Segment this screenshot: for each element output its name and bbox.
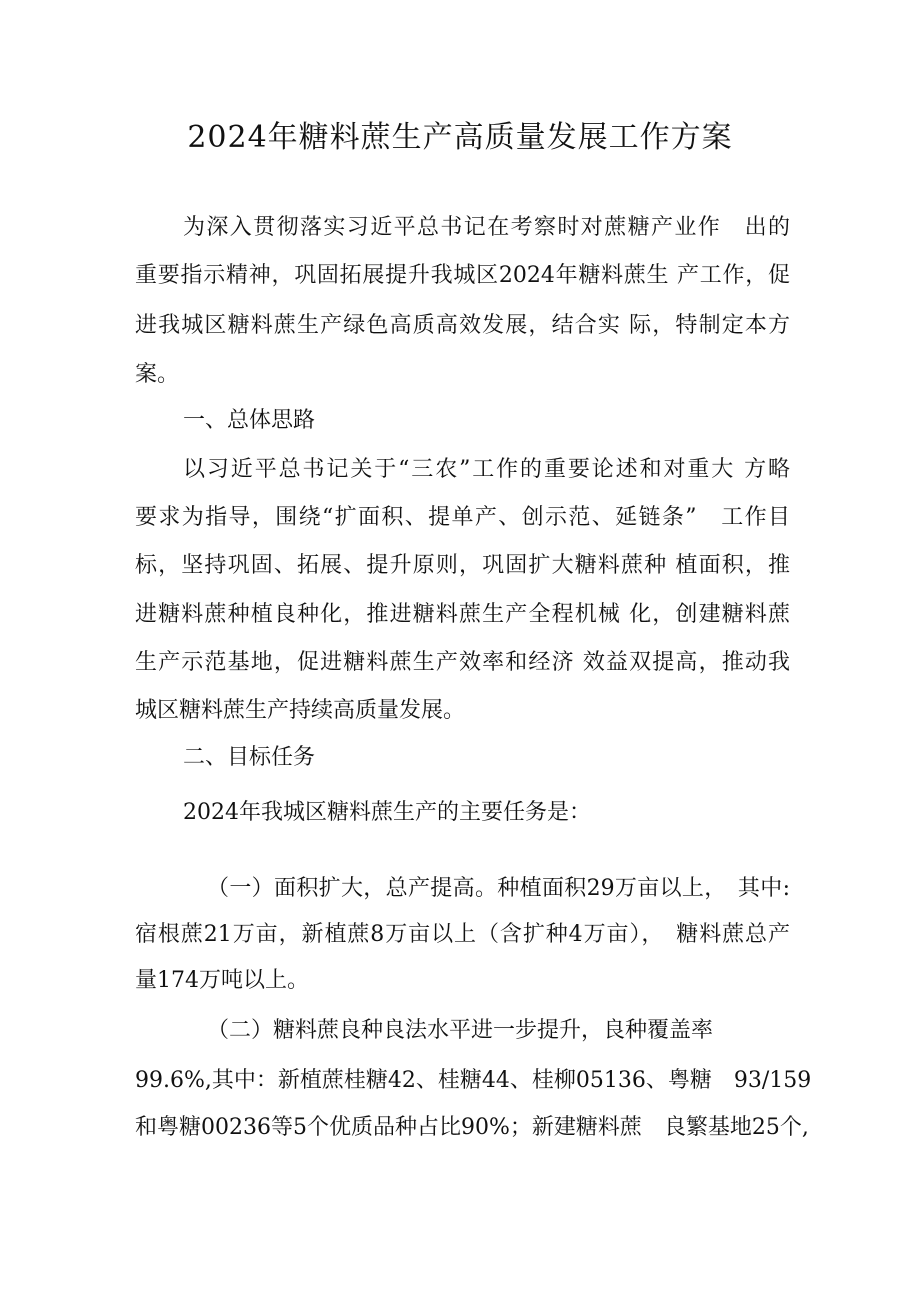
item-2-line-2: 99.6%,其中：新植蔗桂糖42、桂糖44、桂柳05136、粤糖 93/159	[135, 1068, 812, 1093]
intro-line-3: 进我城区糖料蔗生产绿色高质高效发展，结合实 际，特制定本方	[135, 313, 790, 338]
item-1-line-2: 宿根蔗21万亩，新植蔗8万亩以上（含扩种4万亩）， 糖料蔗总产	[135, 922, 790, 947]
section-1-line-6: 城区糖料蔗生产持续高质量发展。	[135, 698, 466, 723]
intro-line-2: 重要指示精神，巩固拓展提升我城区2024年糖料蔗生 产工作，促	[135, 263, 790, 288]
section-1-line-5: 生产示范基地，促进糖料蔗生产效率和经济 效益双提高，推动我	[135, 650, 790, 675]
intro-line-4: 案。	[135, 362, 180, 387]
section-1-line-3: 标，坚持巩固、拓展、提升原则，巩固扩大糖料蔗种 植面积，推	[135, 553, 790, 578]
section-1-line-1: 以习近平总书记关于“三农”工作的重要论述和对重大 方略	[183, 457, 790, 482]
section-2-lead: 2024年我城区糖料蔗生产的主要任务是：	[183, 800, 591, 825]
item-1-line-3: 量174万吨以上。	[135, 968, 309, 993]
section-1-line-2: 要求为指导，围绕“扩面积、提单产、创示范、延链条” 工作目	[135, 505, 790, 530]
intro-line-1: 为深入贯彻落实习近平总书记在考察时对蔗糖产业作 出的	[183, 215, 790, 240]
item-2-line-1: （二）糖料蔗良种良法水平进一步提升，良种覆盖率	[207, 1018, 714, 1043]
item-2-line-3: 和粤糖00236等5个优质品种占比90%；新建糖料蔗 良繁基地25个,	[135, 1115, 809, 1140]
document-title: 2024年糖料蔗生产高质量发展工作方案	[187, 120, 733, 155]
section-1-heading: 一、总体思路	[183, 408, 316, 433]
section-2-heading: 二、目标任务	[183, 745, 316, 770]
item-1-line-1: （一）面积扩大，总产提高。种植面积29万亩以上， 其中:	[207, 876, 790, 901]
section-1-line-4: 进糖料蔗种植良种化，推进糖料蔗生产全程机械 化，创建糖料蔗	[135, 602, 790, 627]
